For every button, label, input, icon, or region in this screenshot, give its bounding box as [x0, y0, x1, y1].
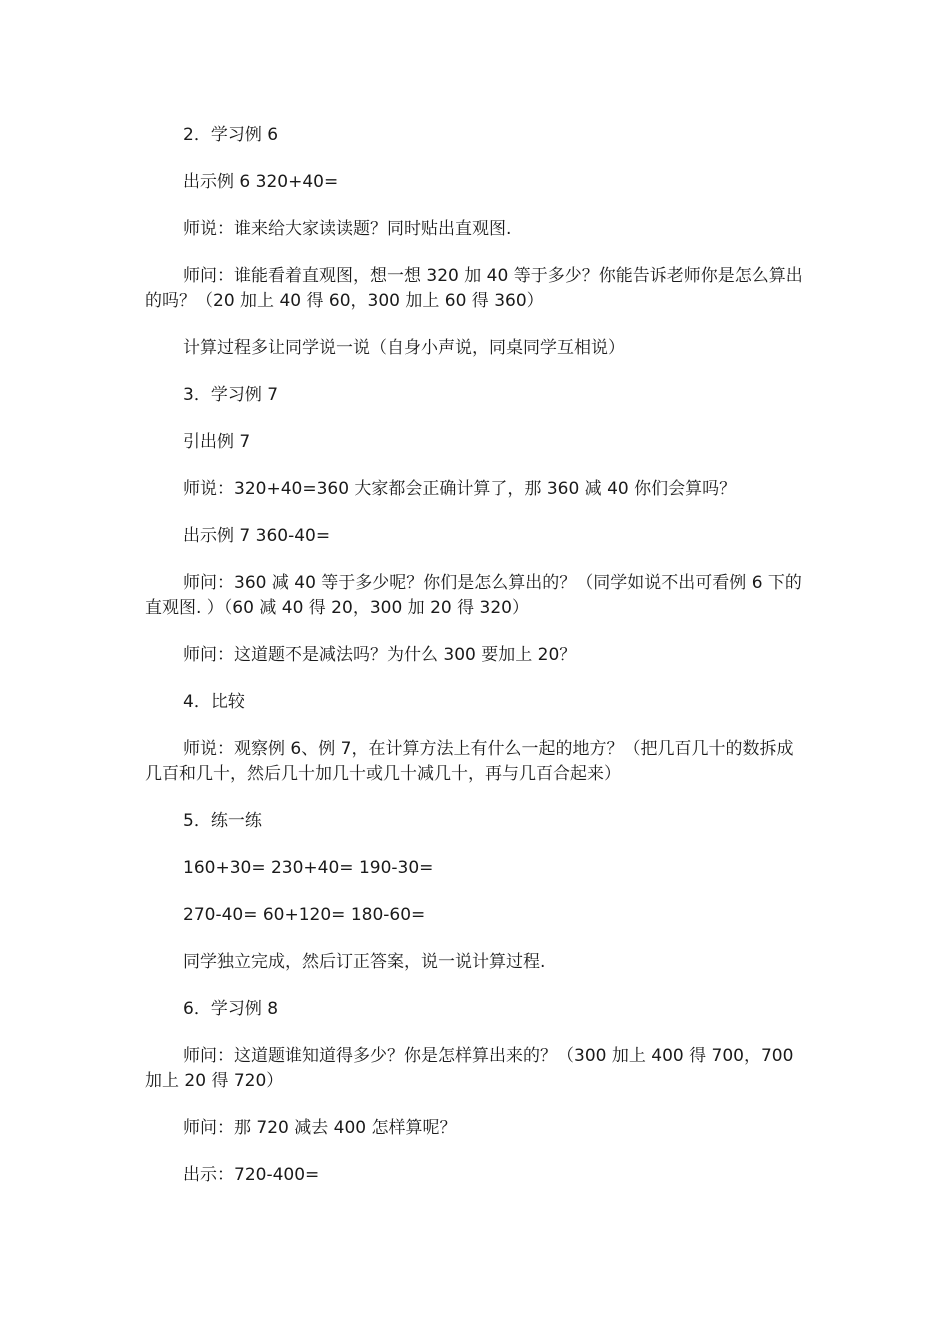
teacher-says-read: 师说：谁来给大家读读题？同时贴出直观图. — [183, 219, 512, 239]
practice-row-2: 270-40= 60+120= 180-60= — [183, 905, 426, 925]
document-body — [145, 123, 810, 1210]
calculation-discussion: 计算过程多让同学说一说（自身小声说，同桌同学互相说） — [183, 338, 625, 358]
heading-practice: 5．练一练 — [183, 811, 262, 831]
teacher-asks-360-minus-40: 师问：360 减 40 等于多少呢？你们是怎么算出的？（同学如说不出可看例 6 下的直观图. ）（60 减 40 得 20，300 加 20 得 320） — [145, 573, 802, 618]
teacher-asks-320-plus-40: 师问：谁能看着直观图，想一想 320 加 40 等于多少？你能告诉老师你是怎么算出的吗？（20 加上 40 得 60，300 加上 60 得 360） — [145, 266, 803, 311]
heading-compare: 4．比较 — [183, 692, 245, 712]
heading-example-8: 6．学习例 8 — [183, 999, 279, 1019]
show-720-minus-400: 出示：720-400= — [183, 1165, 320, 1185]
introduce-example-7: 引出例 7 — [183, 432, 251, 452]
teacher-asks-result: 师问：这道题谁知道得多少？你是怎样算出来的？（300 加上 400 得 700，700 加上 20 得 720） — [145, 1046, 794, 1091]
teacher-says-observe: 师说：观察例 6、例 7，在计算方法上有什么一起的地方？（把几百几十的数拆成几百和几十，然后几十加几十或几十减几十，再与几百合起来） — [145, 739, 794, 784]
practice-row-1: 160+30= 230+40= 190-30= — [183, 858, 434, 878]
teacher-asks-720-minus-400: 师问：那 720 减去 400 怎样算呢？ — [183, 1118, 457, 1138]
teacher-says-360-minus-40: 师说：320+40=360 大家都会正确计算了，那 360 减 40 你们会算吗？ — [183, 479, 737, 499]
heading-example-6: 2．学习例 6 — [183, 125, 279, 145]
practice-instructions: 同学独立完成，然后订正答案，说一说计算过程. — [183, 952, 546, 972]
show-example-7: 出示例 7 360-40= — [183, 526, 331, 546]
show-example-6: 出示例 6 320+40= — [183, 172, 339, 192]
teacher-asks-why-add-20: 师问：这道题不是减法吗？为什么 300 要加上 20？ — [183, 645, 577, 665]
heading-example-7: 3．学习例 7 — [183, 385, 279, 405]
